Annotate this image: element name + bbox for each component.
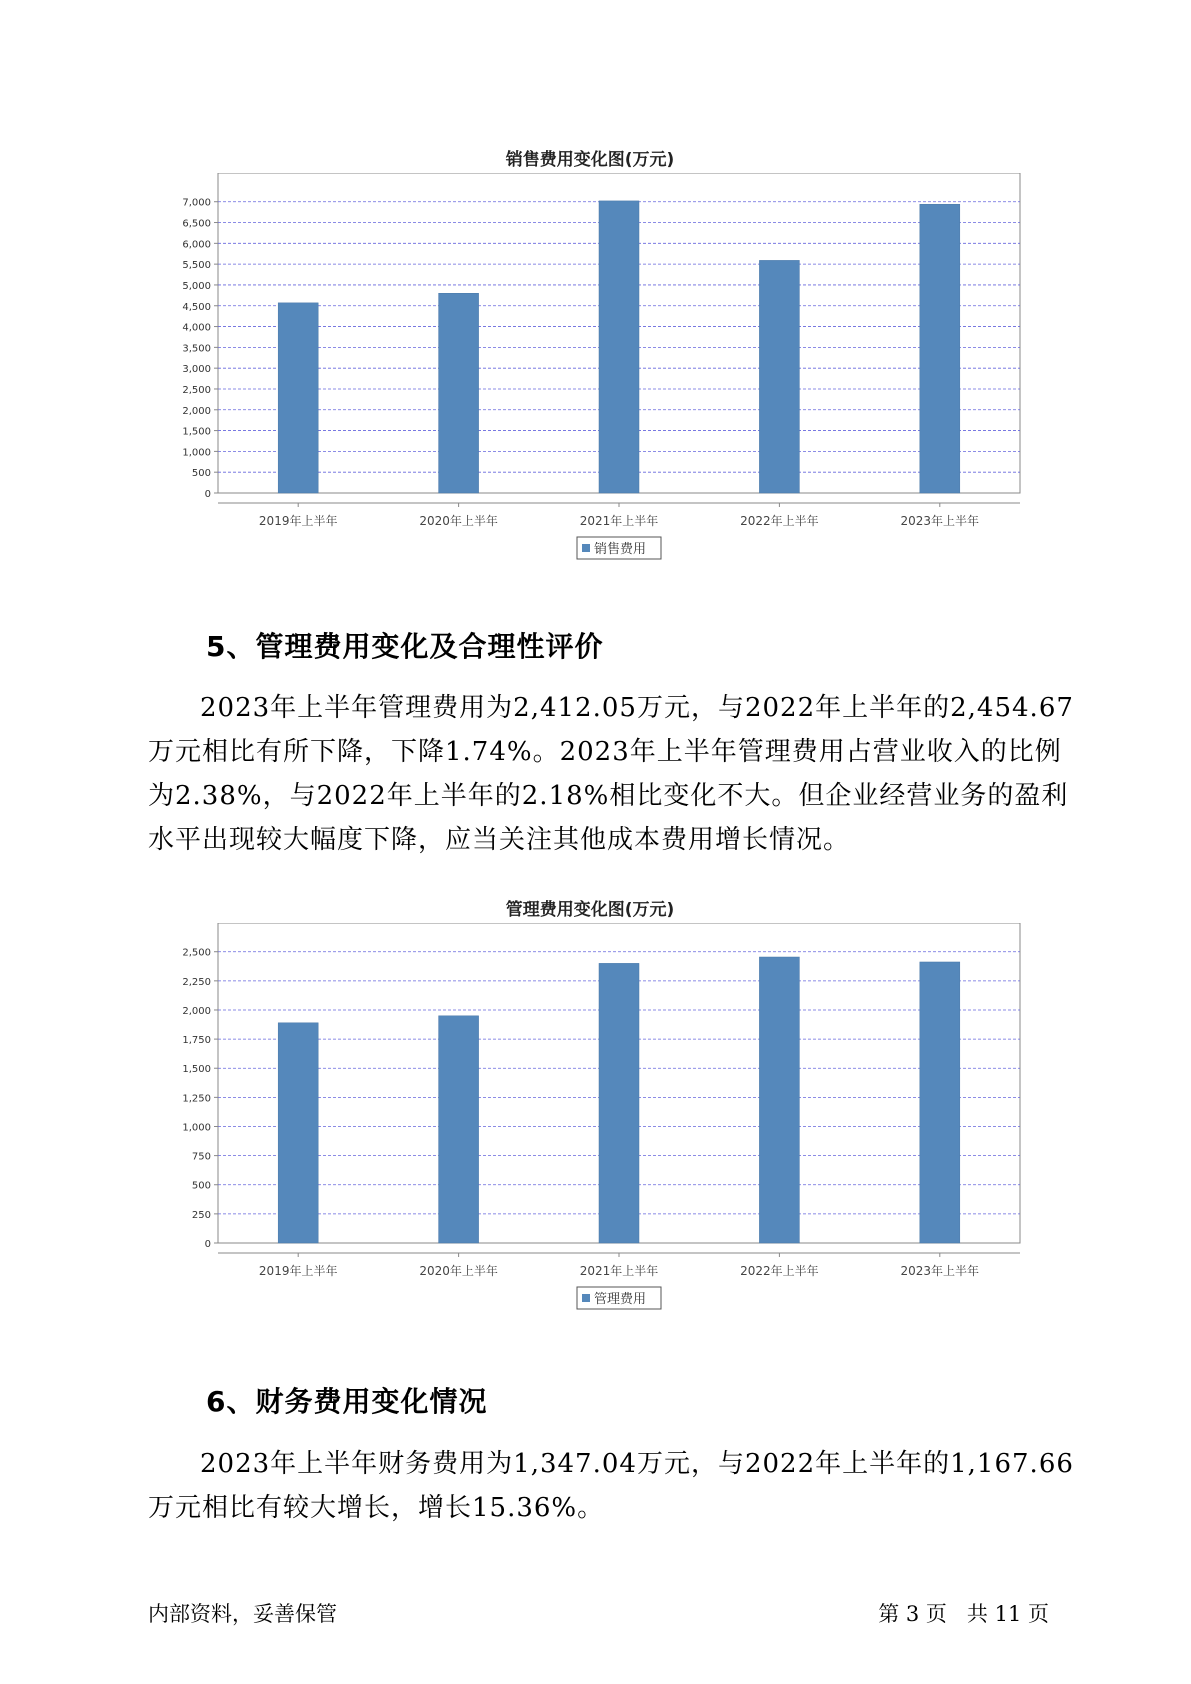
- x-tick-label: 2022年上半年: [740, 1264, 819, 1278]
- paragraph-line: 万元相比有较大增长，增长15.36%。: [148, 1493, 605, 1523]
- bar: [599, 201, 639, 493]
- section6-paragraph: [148, 1442, 1074, 1530]
- legend-label: 销售费用: [594, 542, 647, 557]
- bar: [278, 1023, 318, 1243]
- y-tick-label: 6,500: [182, 218, 211, 230]
- y-tick-label: 2,500: [182, 384, 211, 396]
- x-tick-label: 2021年上半年: [579, 514, 659, 528]
- y-tick-label: 2,000: [182, 405, 211, 417]
- y-tick-label: 2,500: [182, 947, 211, 959]
- x-tick-label: 2020年上半年: [419, 1264, 498, 1278]
- bar: [920, 962, 960, 1243]
- admin-expense-chart-svg: [150, 923, 1030, 1363]
- paragraph-line: 为2.38%，与2022年上半年的2.18%相比变化不大。但企业经营业务的盈利: [148, 781, 1069, 811]
- y-tick-label: 1,250: [182, 1093, 211, 1105]
- y-tick-label: 3,500: [182, 343, 211, 355]
- admin-expense-chart: [150, 885, 1030, 1345]
- bar: [278, 303, 318, 493]
- y-tick-label: 250: [191, 1209, 211, 1221]
- bar: [439, 1016, 479, 1243]
- bar: [920, 204, 960, 493]
- y-tick-label: 1,000: [182, 1122, 211, 1134]
- bar: [439, 293, 479, 493]
- y-tick-label: 3,000: [182, 364, 211, 376]
- sales-expense-chart: [150, 135, 1030, 595]
- y-tick-label: 6,000: [182, 239, 211, 251]
- y-tick-label: 500: [191, 1180, 211, 1192]
- y-tick-label: 0: [204, 1239, 211, 1250]
- y-tick-label: 7,000: [182, 197, 211, 209]
- paragraph-line: 水平出现较大幅度下降，应当关注其他成本费用增长情况。: [148, 825, 851, 855]
- paragraph-line: 万元相比有所下降，下降1.74%。2023年上半年管理费用占营业收入的比例: [148, 737, 1062, 767]
- sales-expense-chart-svg: [150, 173, 1030, 613]
- footer-page-number: 第 3 页 共 11 页: [878, 1602, 1049, 1626]
- chart-title: 销售费用变化图(万元): [505, 150, 675, 170]
- section6-heading: 6、财务费用变化情况: [206, 1385, 488, 1418]
- y-tick-label: 2,250: [182, 976, 211, 988]
- y-tick-label: 5,500: [182, 260, 211, 272]
- x-tick-label: 2023年上半年: [900, 1264, 980, 1278]
- y-tick-label: 5,000: [182, 280, 211, 292]
- paragraph-line: 2023年上半年管理费用为2,412.05万元，与2022年上半年的2,454.67: [200, 693, 1074, 723]
- x-tick-label: 2023年上半年: [900, 514, 980, 528]
- y-tick-label: 0: [204, 489, 211, 500]
- y-tick-label: 1,750: [182, 1035, 211, 1047]
- bar: [759, 260, 799, 493]
- chart-title: 管理费用变化图(万元): [505, 900, 675, 920]
- x-tick-label: 2019年上半年: [258, 1264, 338, 1278]
- legend-swatch: [582, 1294, 590, 1302]
- y-tick-label: 4,000: [182, 322, 211, 334]
- legend-swatch: [582, 544, 590, 552]
- y-tick-label: 1,500: [182, 1064, 211, 1076]
- x-tick-label: 2021年上半年: [579, 1264, 659, 1278]
- section5-heading: 5、管理费用变化及合理性评价: [206, 630, 604, 663]
- bar: [759, 957, 799, 1243]
- footer-confidential-note: 内部资料，妥善保管: [148, 1602, 337, 1626]
- legend-label: 管理费用: [594, 1292, 647, 1307]
- x-tick-label: 2022年上半年: [740, 514, 819, 528]
- y-tick-label: 750: [191, 1151, 211, 1163]
- y-tick-label: 500: [191, 468, 211, 480]
- x-tick-label: 2020年上半年: [419, 514, 498, 528]
- section5-paragraph: [148, 686, 1074, 862]
- bar: [599, 963, 639, 1243]
- y-tick-label: 4,500: [182, 301, 211, 313]
- paragraph-line: 2023年上半年财务费用为1,347.04万元，与2022年上半年的1,167.66: [200, 1449, 1074, 1479]
- y-tick-label: 1,000: [182, 447, 211, 459]
- y-tick-label: 1,500: [182, 426, 211, 438]
- y-tick-label: 2,000: [182, 1005, 211, 1017]
- x-tick-label: 2019年上半年: [258, 514, 338, 528]
